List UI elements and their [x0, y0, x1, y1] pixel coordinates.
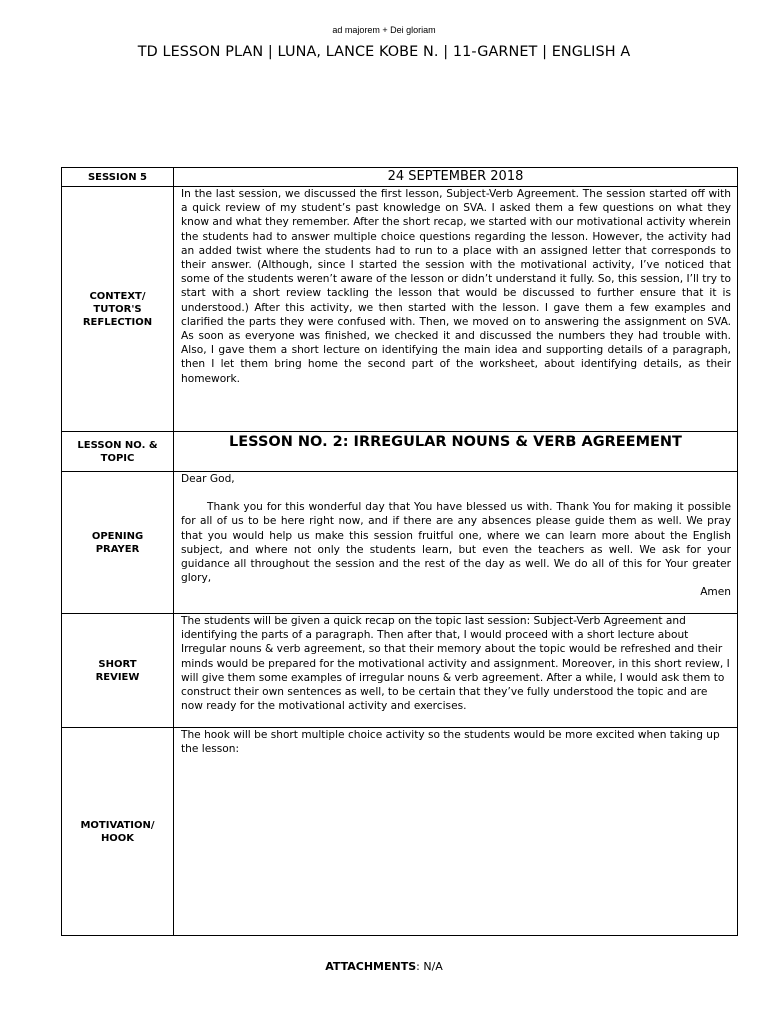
- page-title: TD LESSON PLAN | LUNA, LANCE KOBE N. | 11-GARNET | ENGLISH A: [137, 44, 631, 60]
- context-label-line-1: CONTEXT/: [89, 290, 146, 302]
- review-label-line-2: REVIEW: [95, 671, 140, 683]
- motivation-row: [62, 728, 738, 936]
- context-label-line-2: TUTOR'S: [93, 303, 142, 315]
- prayer-spacer: [174, 486, 737, 500]
- lesson-plan-table: [61, 167, 738, 936]
- review-text-cell: [174, 614, 738, 728]
- motivation-hook-text: The hook will be short multiple choice activity so the students would be more excited when taking up the lesson:: [181, 729, 720, 756]
- session-label-cell: [62, 168, 174, 187]
- review-label-cell: [62, 614, 174, 728]
- review-label-line-1: SHORT: [98, 658, 137, 670]
- context-label-cell: [62, 187, 174, 432]
- prayer-label-cell: [62, 472, 174, 614]
- session-label: SESSION 5: [87, 171, 148, 183]
- review-row: [62, 614, 738, 728]
- session-date: 24 SEPTEMBER 2018: [387, 169, 524, 184]
- header-motto: ad majorem + Dei gloriam: [332, 25, 436, 35]
- attachments-label: ATTACHMENTS: [325, 960, 417, 973]
- lesson-label-cell: [62, 432, 174, 472]
- prayer-salutation: Dear God,: [181, 473, 235, 485]
- motivation-label-line-1: MOTIVATION/: [80, 819, 155, 831]
- attachments-separator: :: [416, 960, 424, 973]
- lesson-row: [62, 432, 738, 472]
- lesson-title: LESSON NO. 2: IRREGULAR NOUNS & VERB AGREEMENT: [229, 434, 682, 450]
- context-reflection-text: In the last session, we discussed the first lesson, Subject-Verb Agreement. The session started off with a quick review of my student’s past knowledge on SVA. I asked them a few questions on what they know and what they remember. After the short recap, we started with our motivational activity wherein the students had to answer multiple choice questions regarding the lesson. However, the activity had an added twist where the students had to run to a place with an assigned letter that corresponds to their answer. (Although, since I started the session with the motivational activity, I’ve noticed that some of the students weren’t aware of the lesson or didn’t understand it fully. So, this session, I’ll try to start with a short review tackling the lesson that would be discussed to further ensure that it is understood.) After this activity, we then started with the lesson. I gave them a few examples and clarified the parts they were confused with. Then, we moved on to answering the assignment on SVA. As soon as everyone was finished, we checked it and discussed the numbers they had trouble with. Also, I gave them a short lecture on identifying the main idea and supporting details of a paragraph, then I let them bring home the second part of the worksheet, about identifying details, as their homework.: [181, 188, 731, 385]
- short-review-text: The students will be given a quick recap on the topic last session: Subject-Verb Agreement and identifying the parts of a paragraph. Then after that, I would proceed with a short lecture about Irregular nouns & verb agreement, so that their memory about the topic would be refreshed and their minds would be prepared for the motivational activity and assignment. Moreover, in this short review, I will give them some examples of irregular nouns & verb agreement. After a while, I would ask them to construct their own sentences as well, to be certain that they’ve fully understood the topic and are now ready for the motivational activity and exercises.: [181, 615, 730, 713]
- session-date-cell: [174, 168, 738, 187]
- context-row: [62, 187, 738, 432]
- session-row: [62, 168, 738, 187]
- prayer-label-line-2: PRAYER: [95, 543, 140, 555]
- motivation-label-cell: [62, 728, 174, 936]
- lesson-label-line-1: LESSON NO. &: [77, 439, 158, 451]
- lesson-title-cell: [174, 432, 738, 472]
- lesson-label-line-2: TOPIC: [100, 452, 135, 464]
- attachments-line: [0, 960, 768, 974]
- attachments-value: N/A: [423, 960, 443, 973]
- context-text-cell: [174, 187, 738, 432]
- prayer-text-cell: [174, 472, 738, 614]
- prayer-closing: Amen: [700, 586, 731, 599]
- context-label-line-3: REFLECTION: [82, 316, 153, 328]
- prayer-row: [62, 472, 738, 614]
- motivation-text-cell: [174, 728, 738, 936]
- prayer-label-line-1: OPENING: [91, 530, 144, 542]
- prayer-body: Thank you for this wonderful day that You have blessed us with. Thank You for making it possible for all of us to be here right now, and if there are any absences please guide them as well. We pray that you would help us make this session fruitful one, where we can learn more about the English subject, and where not only the students learn, but even the teachers as well. We ask for your guidance all throughout the session and the rest of the day as well. We do all of this for Your greater glory,: [181, 501, 731, 585]
- motivation-label-line-2: HOOK: [100, 832, 135, 844]
